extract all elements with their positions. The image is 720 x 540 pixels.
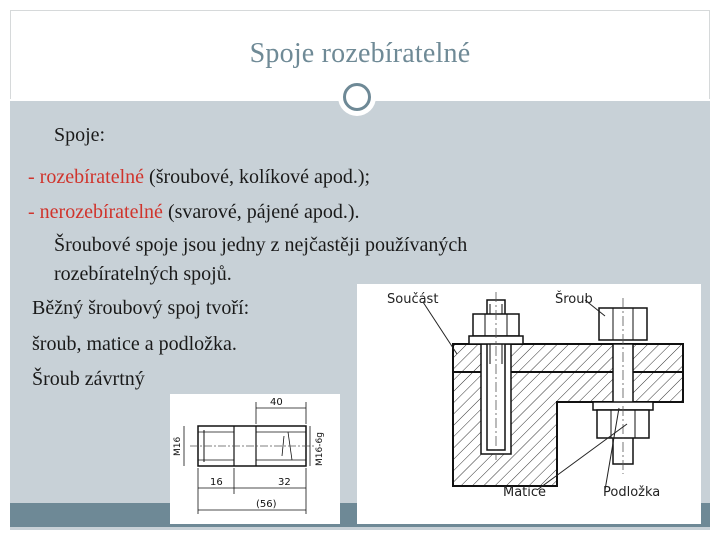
term-rozebiratelne: rozebíratelné bbox=[39, 166, 145, 188]
text-line-bezny-spoj: Běžný šroubový spoj tvoří: bbox=[32, 297, 250, 319]
stud-bolt-svg bbox=[170, 394, 340, 524]
label-podlozka: Podložka bbox=[603, 485, 661, 500]
dim-m16-6g: M16-6g bbox=[315, 432, 325, 466]
text-line-nerozebiratelne bbox=[28, 201, 360, 224]
bullet-dash: - bbox=[28, 166, 40, 188]
text-line-sroubove-spoje: Šroubové spoje jsou jedny z nejčastěji používaných bbox=[54, 234, 468, 256]
bullet-dash: - bbox=[28, 201, 40, 223]
dim-40: 40 bbox=[270, 397, 283, 408]
ring-ornament-icon bbox=[338, 78, 376, 116]
text-line-sroub-zavrtny: Šroub závrtný bbox=[32, 368, 145, 390]
label-matice: Matice bbox=[503, 485, 547, 500]
dim-16: 16 bbox=[210, 477, 223, 488]
term-nerozebiratelne: nerozebíratelné bbox=[39, 201, 163, 223]
text-rozebiratelne-rest: (šroubové, kolíkové apod.); bbox=[144, 166, 371, 188]
text-line-sroub-matice: šroub, matice a podložka. bbox=[32, 333, 237, 355]
slide-title: Spoje rozebíratelné bbox=[249, 38, 471, 69]
dim-32: 32 bbox=[278, 477, 291, 488]
text-line-spoje: Spoje: bbox=[54, 124, 106, 146]
label-soucast: Součást bbox=[387, 292, 439, 307]
bolted-joint-svg bbox=[357, 284, 701, 524]
text-line-rozebiratelne bbox=[28, 166, 370, 189]
label-sroub: Šroub bbox=[555, 292, 593, 307]
text-line-rozebiratelnych: rozebíratelných spojů. bbox=[54, 263, 232, 285]
dim-m16: M16 bbox=[173, 436, 183, 456]
bolted-joint-drawing bbox=[357, 284, 701, 524]
dim-56: (56) bbox=[256, 499, 277, 510]
stud-bolt-drawing bbox=[170, 394, 340, 524]
text-nerozebiratelne-rest: (svarové, pájené apod.). bbox=[162, 201, 360, 223]
